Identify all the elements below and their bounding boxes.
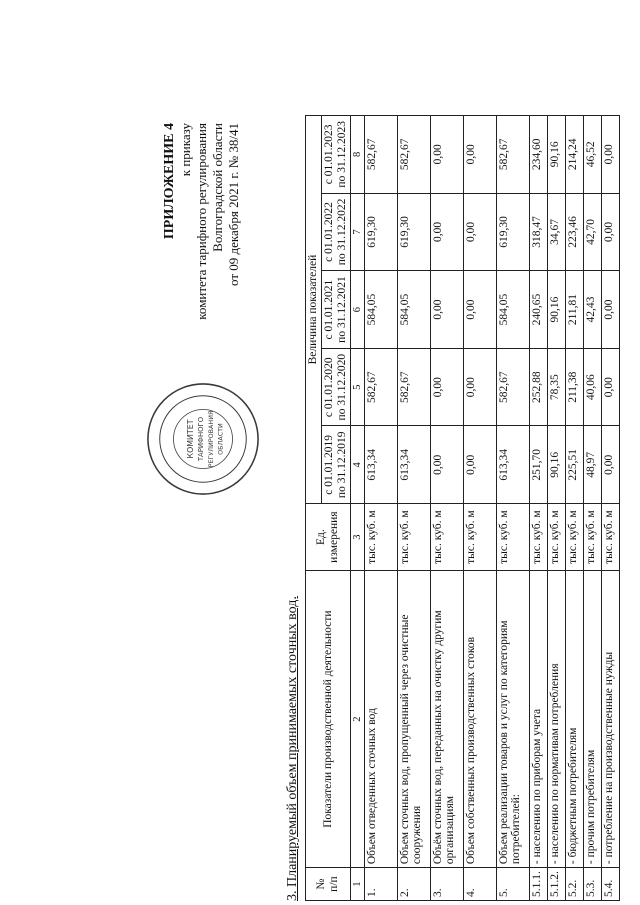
index-cell: 4: [351, 426, 365, 504]
section-title: 3. Планируемый объем принимаемых сточных вод.: [285, 596, 300, 901]
row-value: 0,00: [602, 116, 620, 194]
row-unit: тыс. куб. м: [566, 504, 584, 571]
row-value: 0,00: [464, 271, 497, 349]
column-index-row: [351, 116, 365, 901]
row-value: 42,70: [584, 193, 602, 271]
row-value: 582,67: [365, 116, 398, 194]
row-value: 0,00: [464, 348, 497, 426]
table-row: [584, 116, 602, 901]
row-value: 582,67: [497, 348, 530, 426]
row-number: 5.3.: [584, 868, 602, 901]
row-unit: тыс. куб. м: [365, 504, 398, 571]
table-row: [497, 116, 530, 901]
row-value: 582,67: [398, 116, 431, 194]
row-value: 584,05: [365, 271, 398, 349]
row-value: 251,70: [530, 426, 548, 504]
header-name: Показатели производственной деятельности: [306, 571, 351, 868]
svg-text:ОБЛАСТИ: ОБЛАСТИ: [216, 423, 225, 455]
header-line-2: комитета тарифного регулирования: [194, 123, 209, 320]
row-value: 619,30: [398, 193, 431, 271]
row-name: Объём сточных вод, переданных на очистку другим организациям: [431, 571, 464, 868]
row-value: 214,24: [566, 116, 584, 194]
index-cell: 8: [351, 116, 365, 194]
index-cell: 3: [351, 504, 365, 571]
row-value: 48,97: [584, 426, 602, 504]
header-line-1: к приказу: [178, 123, 193, 177]
row-name: - населению по приборам учета: [530, 571, 548, 868]
header-group: Величина показателей: [306, 116, 322, 504]
index-cell: 6: [351, 271, 365, 349]
row-value: 211,38: [566, 348, 584, 426]
header-date-line: от 09 декабря 2021 г. № 38/41: [226, 123, 241, 287]
row-value: 0,00: [602, 348, 620, 426]
row-value: 234,60: [530, 116, 548, 194]
row-value: 225,51: [566, 426, 584, 504]
row-value: 0,00: [602, 271, 620, 349]
row-value: 0,00: [431, 116, 464, 194]
row-value: 584,05: [497, 271, 530, 349]
row-name: - потребление на производственные нужды: [602, 571, 620, 868]
row-number: 3.: [431, 868, 464, 901]
index-cell: 1: [351, 868, 365, 901]
row-name: Объем сточных вод, пропущенный через очистные сооружения: [398, 571, 431, 868]
row-unit: тыс. куб. м: [584, 504, 602, 571]
row-value: 90,16: [548, 271, 566, 349]
row-name: Объем отведенных сточных вод: [365, 571, 398, 868]
row-value: 34,67: [548, 193, 566, 271]
row-value: 0,00: [431, 193, 464, 271]
table-row: [602, 116, 620, 901]
row-number: 5.: [497, 868, 530, 901]
index-cell: 2: [351, 571, 365, 868]
table-row: [365, 116, 398, 901]
svg-text:РЕГУЛИРОВАНИЯ: РЕГУЛИРОВАНИЯ: [206, 410, 215, 468]
row-value: 582,67: [398, 348, 431, 426]
row-number: 1.: [365, 868, 398, 901]
row-value: 252,88: [530, 348, 548, 426]
row-value: 211,81: [566, 271, 584, 349]
row-name: - бюджетным потребителям: [566, 571, 584, 868]
row-value: 613,34: [497, 426, 530, 504]
row-value: 42,43: [584, 271, 602, 349]
index-cell: 5: [351, 348, 365, 426]
row-value: 0,00: [431, 348, 464, 426]
row-value: 0,00: [464, 426, 497, 504]
header-period-2021: с 01.01.2021 по 31.12.2021: [322, 271, 351, 349]
table-row: [431, 116, 464, 901]
header-unit: Ед. измерения: [306, 504, 351, 571]
row-number: 5.1.2.: [548, 868, 566, 901]
appendix-title: ПРИЛОЖЕНИЕ 4: [162, 123, 177, 240]
row-value: 0,00: [431, 271, 464, 349]
header-line-3: Волгоградской области: [210, 123, 225, 252]
header-period-2023: с 01.01.2023 по 31.12.2023: [322, 116, 351, 194]
wastewater-volume-table: [305, 115, 620, 901]
row-value: 0,00: [602, 193, 620, 271]
row-value: 46,52: [584, 116, 602, 194]
row-value: 240,65: [530, 271, 548, 349]
row-value: 613,34: [365, 426, 398, 504]
row-value: 613,34: [398, 426, 431, 504]
row-unit: тыс. куб. м: [602, 504, 620, 571]
header-period-2020: с 01.01.2020 по 31.12.2020: [322, 348, 351, 426]
row-number: 4.: [464, 868, 497, 901]
row-value: 223,46: [566, 193, 584, 271]
row-unit: тыс. куб. м: [497, 504, 530, 571]
row-number: 2.: [398, 868, 431, 901]
row-value: 619,30: [365, 193, 398, 271]
row-value: 318,47: [530, 193, 548, 271]
row-unit: тыс. куб. м: [398, 504, 431, 571]
table-row: [566, 116, 584, 901]
header-no: № п/п: [306, 868, 351, 901]
header-period-2019: с 01.01.2019 по 31.12.2019: [322, 426, 351, 504]
row-value: 582,67: [365, 348, 398, 426]
index-cell: 7: [351, 193, 365, 271]
row-value: 0,00: [464, 116, 497, 194]
row-value: 582,67: [497, 116, 530, 194]
rotated-document: [140, 105, 640, 905]
row-value: 78,35: [548, 348, 566, 426]
row-value: 584,05: [398, 271, 431, 349]
row-value: 40,06: [584, 348, 602, 426]
row-value: 90,16: [548, 426, 566, 504]
row-value: 90,16: [548, 116, 566, 194]
svg-text:ТАРИФНОГО: ТАРИФНОГО: [197, 416, 205, 462]
document-header: [162, 123, 242, 423]
row-value: 619,30: [497, 193, 530, 271]
row-value: 0,00: [431, 426, 464, 504]
row-number: 5.1.1.: [530, 868, 548, 901]
svg-text:КОМИТЕТ: КОМИТЕТ: [186, 419, 196, 459]
row-value: 0,00: [602, 426, 620, 504]
row-number: 5.4.: [602, 868, 620, 901]
row-unit: тыс. куб. м: [431, 504, 464, 571]
row-unit: тыс. куб. м: [548, 504, 566, 571]
row-name: Объем реализации товаров и услуг по категориям потребителей:: [497, 571, 530, 868]
table-row: [464, 116, 497, 901]
table-row: [530, 116, 548, 901]
row-name: - населению по нормативам потребления: [548, 571, 566, 868]
header-period-2022: с 01.01.2022 по 31.12.2022: [322, 193, 351, 271]
row-value: 0,00: [464, 193, 497, 271]
row-unit: тыс. куб. м: [464, 504, 497, 571]
table-row: [548, 116, 566, 901]
row-name: Объем собственных производственных стоков: [464, 571, 497, 868]
row-name: - прочим потребителям: [584, 571, 602, 868]
row-unit: тыс. куб. м: [530, 504, 548, 571]
row-number: 5.2.: [566, 868, 584, 901]
table-row: [398, 116, 431, 901]
